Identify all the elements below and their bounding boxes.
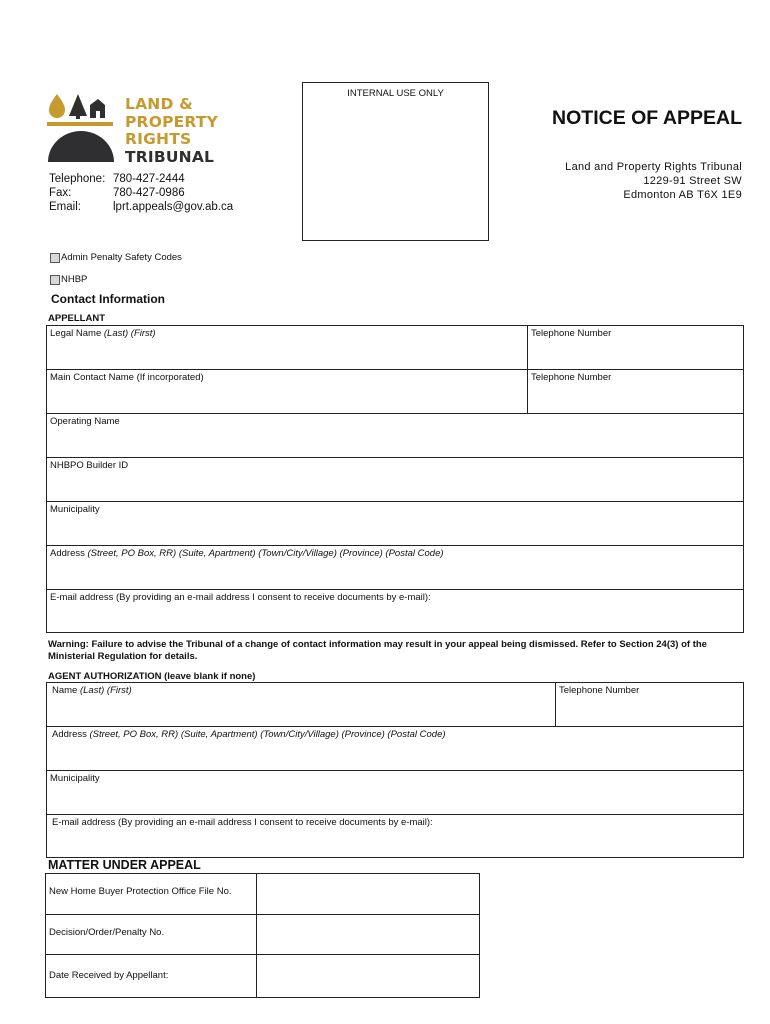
decision-no-label: Decision/Order/Penalty No. (49, 927, 165, 938)
agent-email-label: E-mail address (By providing an e-mail address I consent to receive documents by e-mail): (52, 817, 433, 828)
appellant-email-field[interactable] (46, 589, 744, 633)
fax-label: Fax: (49, 187, 72, 199)
matter-under-appeal-heading: MATTER UNDER APPEAL (48, 858, 201, 872)
appellant-municipality-field[interactable] (46, 501, 744, 546)
logo-wordmark (125, 96, 218, 166)
address-line-1: Land and Property Rights Tribunal (565, 161, 742, 173)
logo-divider (47, 122, 113, 126)
appellant-email-label: E-mail address (By providing an e-mail address I consent to receive documents by e-mail): (50, 592, 431, 603)
appellant-telephone-field[interactable] (527, 325, 744, 370)
tribunal-contact (49, 172, 233, 214)
operating-name-label: Operating Name (50, 416, 120, 427)
appellant-telephone-label: Telephone Number (531, 328, 612, 339)
tribunal-address (565, 161, 742, 202)
admin-penalty-checkbox[interactable] (50, 253, 60, 263)
agent-telephone-field[interactable] (555, 682, 744, 727)
logo-line-2: PROPERTY (125, 112, 219, 131)
contact-information-heading: Contact Information (51, 292, 165, 306)
main-contact-telephone-label: Telephone Number (531, 372, 612, 383)
agent-authorization-heading: AGENT AUTHORIZATION (leave blank if none) (48, 671, 256, 682)
nhbpo-file-no-label: New Home Buyer Protection Office File No. (49, 886, 232, 897)
date-received-label-cell (45, 954, 257, 998)
decision-no-label-cell (45, 914, 257, 955)
agent-name-hint: (Last) (First) (79, 685, 132, 696)
main-contact-field[interactable] (46, 369, 528, 414)
email-value[interactable]: lprt.appeals@gov.ab.ca (113, 201, 234, 213)
agent-municipality-field[interactable] (46, 770, 744, 815)
appellant-municipality-label: Municipality (50, 504, 100, 515)
decision-no-input[interactable] (256, 914, 480, 955)
agent-address-field[interactable] (46, 726, 744, 771)
agent-address-hint: (Street, PO Box, RR) (Suite, Apartment) (Town/City/Village) (Province) (Postal Code) (89, 729, 446, 740)
tree-icon (69, 94, 87, 119)
main-contact-label: Main Contact Name (If incorporated) (50, 372, 204, 383)
logo-line-3: RIGHTS (125, 130, 192, 148)
agent-email-field[interactable] (46, 814, 744, 858)
operating-name-field[interactable] (46, 413, 744, 458)
main-contact-telephone-field[interactable] (527, 369, 744, 414)
appellant-address-label: Address (50, 548, 85, 559)
contact-change-warning: Warning: Failure to advise the Tribunal of a change of contact information may result in your appeal being dismissed. Refer to Section 24(3) of the Ministerial Regulation for details. (48, 639, 707, 662)
telephone-label: Telephone: (49, 173, 106, 185)
nhbp-label: NHBP (61, 274, 88, 285)
telephone-value: 780-427-2444 (113, 173, 185, 185)
appellant-address-field[interactable] (46, 545, 744, 590)
agent-address-label: Address (52, 729, 87, 740)
nhbpo-file-no-label-cell (45, 873, 257, 915)
checkbox-admin-penalty-row[interactable] (50, 252, 182, 263)
checkbox-nhbp-row[interactable] (50, 274, 87, 285)
legal-name-field[interactable] (46, 325, 528, 370)
date-received-input[interactable] (256, 954, 480, 998)
logo-line-4: TRIBUNAL (125, 147, 215, 166)
nhbpo-builder-id-field[interactable] (46, 457, 744, 502)
logo-line-1: LAND & (125, 95, 193, 113)
admin-penalty-label: Admin Penalty Safety Codes (61, 252, 182, 263)
appellant-heading: APPELLANT (48, 313, 105, 324)
address-line-3: Edmonton AB T6X 1E9 (623, 188, 742, 201)
half-sun-icon (48, 131, 114, 162)
nhbp-checkbox[interactable] (50, 275, 60, 285)
address-line-2: 1229-91 Street SW (643, 174, 742, 187)
email-label: Email: (49, 201, 81, 213)
agent-name-label: Name (52, 685, 78, 696)
nhbpo-file-no-input[interactable] (256, 873, 480, 915)
legal-name-hint: (Last) (First) (103, 328, 156, 339)
house-icon (90, 99, 105, 118)
agent-telephone-label: Telephone Number (559, 685, 640, 696)
agent-municipality-label: Municipality (50, 773, 100, 784)
internal-use-label: INTERNAL USE ONLY (347, 88, 444, 99)
nhbpo-builder-id-label: NHBPO Builder ID (50, 460, 129, 471)
logo-graphic (45, 92, 117, 164)
page-title: NOTICE OF APPEAL (552, 107, 742, 129)
internal-use-box (302, 82, 489, 241)
date-received-label: Date Received by Appellant: (49, 970, 169, 981)
legal-name-label: Legal Name (50, 328, 102, 339)
fax-value: 780-427-0986 (113, 187, 185, 199)
appellant-address-hint: (Street, PO Box, RR) (Suite, Apartment) (Town/City/Village) (Province) (Postal Code) (87, 548, 444, 559)
agent-name-field[interactable] (46, 682, 556, 727)
water-drop-icon (49, 94, 65, 118)
